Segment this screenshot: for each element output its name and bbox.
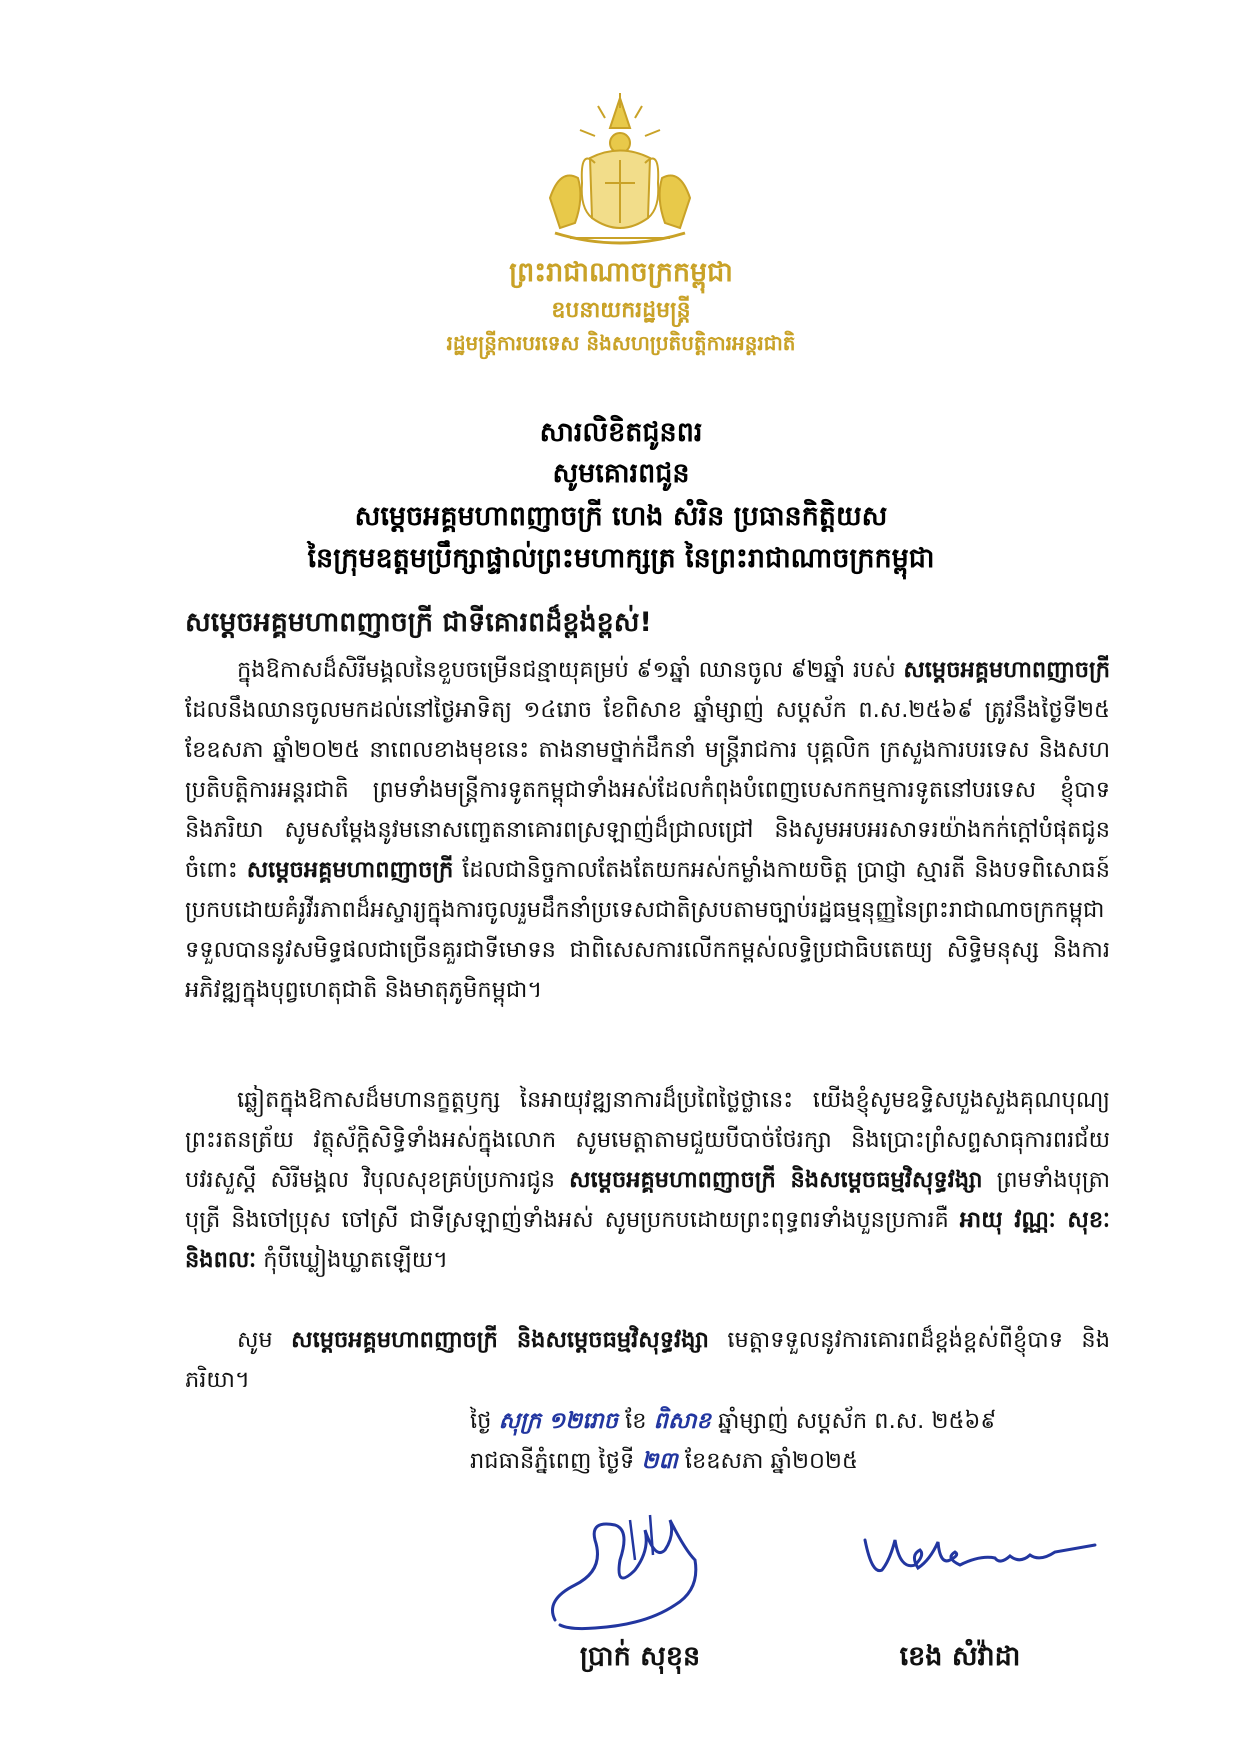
handwritten-weekday: សុក្រ <box>498 1408 541 1434</box>
paragraph-2-text-2: ព្រមទាំងបុត្រា បុត្រី និងចៅប្រុស ចៅស្រី ជាទីស្រឡាញ់ទាំងអស់ សូមប្រកបដោយព្រះពុទ្ធពរទាំងបួនប្រការគឺ <box>185 1167 1111 1233</box>
signature-right-icon <box>860 1530 1100 1600</box>
handwritten-lunar-day: ១២រោច <box>548 1408 618 1434</box>
letterhead-kingdom: ព្រះរាជាណាចក្រកម្ពុជា <box>509 257 733 288</box>
paragraph-2-bold-2: អាយុ វណ្ណៈ សុខៈ និងពលៈ <box>185 1207 1110 1273</box>
paragraph-2-text-3: កុំបីឃ្លៀងឃ្លាតឡើយ។ <box>256 1247 448 1273</box>
signatory-left-name: ប្រាក់ សុខុន <box>579 1641 701 1672</box>
handwritten-solar-day: ២៣ <box>641 1448 678 1474</box>
letterhead-deputy-pm: ឧបនាយករដ្ឋមន្ត្រី <box>551 298 691 323</box>
paragraph-1-text-1: ក្នុងឱកាសដ៏សិរីមង្គលនៃខួបចម្រើនជន្មាយុគម្រប់ ៩១ឆ្នាំ ឈានចូល ៩២ឆ្នាំ របស់ <box>237 657 904 683</box>
lunar-year: ឆ្នាំម្សាញ់ សប្តស័ក ព.ស. ២៥៦៩ <box>710 1408 997 1434</box>
paragraph-2-text-1: ឆ្លៀតក្នុងឱកាសដ៏មហានក្ខត្តឫក្ស នៃអាយុវឌ្ឍនាការដ៏ប្រពៃថ្លៃថ្លានេះ យើងខ្ញុំសូមឧទ្ទិសបួងសួងគុណបុណ្យព្រះរតនត្រ័យ វត្ថុស័ក្តិសិទ្ធិទាំងអស់ក្នុងលោក សូមមេត្តាតាមជួយបីបាច់ថែរក្សា និងប្រោះព្រំសព្ទសាធុការពរជ័យ បវរសួស្តី សិរីមង្គល វិបុលសុខគ្រប់ប្រការជូន <box>185 1087 1110 1193</box>
solar-date-prefix: រាជធានីភ្នំពេញ ថ្ងៃទី <box>470 1448 642 1474</box>
paragraph-1 <box>185 650 1110 1010</box>
paragraph-3-bold-1: សម្តេចអគ្គមហាពញាចក្រី និងសម្តេចធម្មវិសុទ្ធវង្សា <box>291 1327 709 1353</box>
paragraph-3-text-2: មេត្តាទទួលនូវការគោរពដ៏ខ្ពង់ខ្ពស់ពីខ្ញុំបាទ និងភរិយា។ <box>185 1327 1111 1393</box>
paragraph-3-text-1: សូម <box>237 1327 292 1353</box>
salutation: សម្តេចអគ្គមហាពញាចក្រី ជាទីគោរពដ៏ខ្ពង់ខ្ពស់! <box>185 607 652 638</box>
solar-date-line <box>470 1446 1110 1479</box>
lunar-date-line <box>470 1406 1110 1439</box>
royal-emblem-icon <box>520 88 720 258</box>
paragraph-3 <box>185 1320 1110 1400</box>
addressee-intro: សូមគោរពជូន <box>552 458 690 489</box>
paragraph-1-bold-2: សម្តេចអគ្គមហាពញាចក្រី <box>246 857 454 883</box>
paragraph-1-text-3: ដែលជានិច្ចកាលតែងតែយកអស់កម្លាំងកាយចិត្ត ប្រាជ្ញា ស្មារតី និងបទពិសោធន៍ប្រកបដោយគំរូវីរភាពដ៏អស្ចារ្យក្នុងការចូលរួមដឹកនាំប្រទេសជាតិស្របតាមច្បាប់រដ្ឋធម្មនុញ្ញនៃព្រះរាជាណាចក្រកម្ពុជា ទទួលបាននូវសមិទ្ធផលជាច្រើនគួរជាទីមោទន ជាពិសេសការលើកកម្ពស់លទ្ធិប្រជាធិបតេយ្យ សិទ្ធិមនុស្ស និងការអភិវឌ្ឍក្នុងបុព្វហេតុជាតិ និងមាតុភូមិកម្ពុជា។ <box>185 857 1110 1003</box>
addressee-name: សម្តេចអគ្គមហាពញាចក្រី ហេង សំរិន ប្រធានកិត្តិយស <box>354 501 888 532</box>
lunar-month-prefix: ខែ <box>617 1408 654 1434</box>
letterhead-ministry: រដ្ឋមន្ត្រីការបរទេស និងសហប្រតិបត្តិការអន្តរជាតិ <box>446 331 796 355</box>
solar-date-suffix: ខែឧសភា ឆ្នាំ២០២៥ <box>677 1448 858 1474</box>
handwritten-lunar-month: ពិសាខ <box>653 1408 711 1434</box>
paragraph-2-bold-1: សម្តេចអគ្គមហាពញាចក្រី និងសម្តេចធម្មវិសុទ្ធវង្សា <box>569 1167 983 1193</box>
paragraph-2 <box>185 1080 1110 1280</box>
signature-left-icon <box>535 1500 725 1640</box>
paragraph-1-bold-1: សម្តេចអគ្គមហាពញាចក្រី <box>903 657 1110 683</box>
paragraph-1-text-2: ដែលនឹងឈានចូលមកដល់នៅថ្ងៃអាទិត្យ ១៤រោច ខែពិសាខ ឆ្នាំម្សាញ់ សប្តស័ក ព.ស.២៥៦៩ ត្រូវនឹងថ្ងៃទី២៥ ខែឧសភា ឆ្នាំ២០២៥ នាពេលខាងមុខនេះ តាងនាមថ្នាក់ដឹកនាំ មន្ត្រីរាជការ បុគ្គលិក ក្រសួងការបរទេស និងសហប្រតិបត្តិការអន្តរជាតិ ព្រមទាំងមន្ត្រីការទូតកម្ពុជាទាំងអស់ដែលកំពុងបំពេញបេសកកម្មការទូតនៅបរទេស ខ្ញុំបាទ និងភរិយា សូមសម្តែងនូវមនោសញ្ចេតនាគោរពស្រឡាញ់ដ៏ជ្រាលជ្រៅ និងសូមអបអរសាទរយ៉ាងកក់ក្តៅបំផុតជូនចំពោះ <box>185 697 1110 883</box>
letter-title: សារលិខិតជូនពរ <box>539 417 703 448</box>
addressee-office: នៃក្រុមឧត្តមប្រឹក្សាផ្ទាល់ព្រះមហាក្សត្រ នៃព្រះរាជាណាចក្រកម្ពុជា <box>307 543 935 574</box>
lunar-date-prefix: ថ្ងៃ <box>470 1408 499 1434</box>
signatory-right-name: ខេង សំវ៉ាដា <box>899 1641 1021 1672</box>
